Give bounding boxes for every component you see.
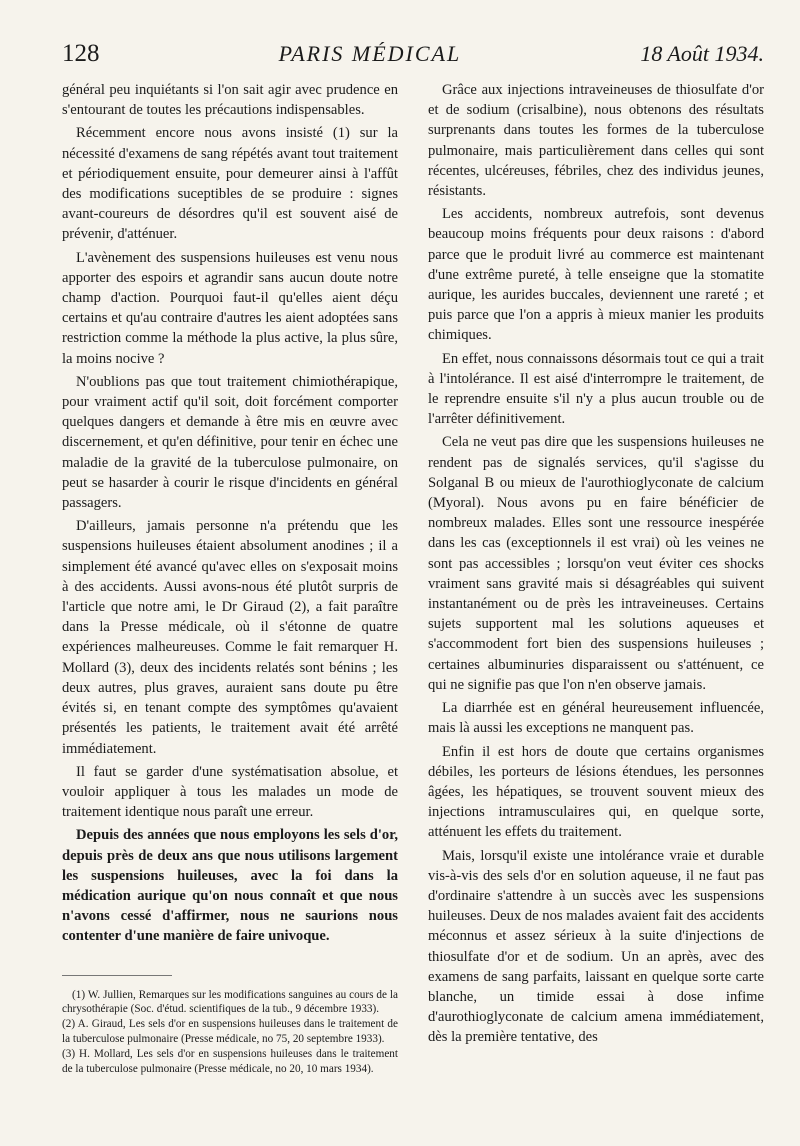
- paragraph-emphasis: Depuis des années que nous employons les sels d'or, depuis près de deux ans que nous utilisons largement les suspensions huileuses, avec la foi dans la médication aurique qu'on nous connaît et que nous n'avons cessé d'affirmer, nous ne saurions nous contenter d'une manière de faire univoque.: [62, 827, 398, 945]
- paragraph: Les accidents, nombreux autrefois, sont devenus beaucoup moins fréquents pour deux raisons : d'abord parce que le produit livré au commerce est maintenant d'une extrême pureté, à telle enseigne que la stomatite aurique, les aurides buccales, deviennent une rareté ; et puis parce que l'on a appris à mieux manier les produits chimiques.: [428, 206, 764, 344]
- left-column: [62, 80, 398, 1077]
- footnote-3: (3) H. Mollard, Les sels d'or en suspensions huileuses dans le traitement de la tuberculose pulmonaire (Presse médicale, no 20, 10 mars 1934).: [62, 1048, 398, 1075]
- paragraph: L'avènement des suspensions huileuses est venu nous apporter des espoirs et agrandir sans aucun doute notre champ d'action. Pourquoi faut-il qu'elles aient déçu certains et qu'au contraire d'autres les aient adoptées sans restriction comme la méthode la plus active, la plus sûre, la moins nocive ?: [62, 249, 398, 367]
- paragraph: Il faut se garder d'une systématisation absolue, et vouloir appliquer à tous les malades un mode de traitement identique nous paraît une erreur.: [62, 763, 398, 821]
- running-header: [62, 40, 764, 80]
- issue-date: 18 Août 1934.: [640, 41, 764, 66]
- paragraph: Récemment encore nous avons insisté (1) sur la nécessité d'examens de sang répétés avant tout traitement et périodiquement ensuite, pour demeurer ainsi à l'affût des modifications suceptibles de se produire : signes avant-coureurs de désordres qu'il est souvent aisé de prévenir, d'atténuer.: [62, 125, 398, 243]
- paragraph: Mais, lorsqu'il existe une intolérance vraie et durable vis-à-vis des sels d'or en solution aqueuse, il ne faut pas d'ordinaire s'attendre à un succès avec les suspensions huileuses. Deux de nos malades avaient fait des accidents méconnus et assez sérieux à la suite d'injections de thiosulfate d'or et de sodium. Un an après, avec des examens de sang parfaits, laissant en quelque sorte carte blanche, un timide essai à dose infime d'aurothioglyconate de calcium amena immédiatement, dès la première tentative, des: [428, 847, 764, 1046]
- page-number: 128: [62, 40, 100, 67]
- right-column: [428, 80, 764, 1077]
- journal-title: PARIS MÉDICAL: [278, 41, 462, 66]
- paragraph: Grâce aux injections intraveineuses de thiosulfate d'or et de sodium (crisalbine), nous obtenons des résultats surprenants dans toutes les formes de la tuberculose pulmonaire, mais particulièrement dans celles qui sont récentes, ulcéreuses, fébriles, chez des individus jeunes, résistants.: [428, 82, 764, 200]
- paragraph: général peu inquiétants si l'on sait agir avec prudence en s'entourant de toutes les précautions indispensables.: [62, 82, 398, 119]
- footnote-rule: [62, 975, 172, 976]
- paragraph: Enfin il est hors de doute que certains organismes débiles, les porteurs de lésions étendues, les personnes âgées, les hépatiques, se trouvent souvent mieux des injections intramusculaires qui, en quelque sorte, atténuent les effets du traitement.: [428, 743, 764, 841]
- footnote-1: (1) W. Jullien, Remarques sur les modifications sanguines au cours de la chrysothérapie (Soc. d'étud. scientifiques de la tub., 9 décembre 1933).: [62, 988, 398, 1015]
- paragraph: En effet, nous connaissons désormais tout ce qui a trait à l'intolérance. Il est aisé d'interrompre le traitement, de le reprendre ensuite s'il n'y a plus aucun trouble ou de l'arrêter définitivement.: [428, 350, 764, 428]
- paragraph: Cela ne veut pas dire que les suspensions huileuses ne rendent pas de signalés services, qu'il s'agisse du Solganal B ou mieux de l'aurothioglyconate de calcium (Myoral). Nous avons pu en faire bénéficier de nombreux malades. Elles sont une ressource inespérée dans les cas (exceptionnels il est vrai) où les veines ne sont pas accessibles ; lorsqu'on veut éviter ces shocks vraiment sans gravité mais si désagréables qui suivent instantanément ou de près les intraveineuses. Certains sujets supportent mal les solutions aqueuses et s'accommodent fort bien des suspensions huileuses ; certaines albuminuries disparaissent ou s'atténuent, ce qui ne signifie pas que l'on n'en observe jamais.: [428, 434, 764, 693]
- paragraph: La diarrhée est en général heureusement influencée, mais là aussi les exceptions ne manquent pas.: [428, 700, 764, 737]
- footnote-2: (2) A. Giraud, Les sels d'or en suspensions huileuses dans le traitement de la tuberculose pulmonaire (Presse médicale, no 75, 20 septembre 1933).: [62, 1018, 398, 1045]
- two-column-body: [62, 80, 764, 1077]
- paragraph: D'ailleurs, jamais personne n'a prétendu que les suspensions huileuses étaient absolument anodines ; il a simplement été avancé qu'avec elles on s'exposait moins à des accidents. Aussi avons-nous été plutôt surpris de l'article que notre ami, le Dr Giraud (2), a fait paraître dans la Presse médicale, où il s'étonne de quatre expériences malheureuses. Comme le fait remarquer H. Mollard (3), deux des incidents relatés sont bénins ; les deux autres, plus graves, auraient sans doute pu être évités si, en tenant compte des symptômes qu'avaient présentés les patients, le traitement avait été arrêté immédiatement.: [62, 518, 398, 757]
- footnotes: [62, 988, 398, 1076]
- paragraph: N'oublions pas que tout traitement chimiothérapique, pour vraiment actif qu'il soit, doit forcément comporter quelques dangers et demande à être mis en œuvre avec discernement, et qu'en définitive, pour tenir en échec une maladie de la gravité de la tuberculose pulmonaire, on peut se hasarder à courir le risque d'incidents en général passagers.: [62, 373, 398, 512]
